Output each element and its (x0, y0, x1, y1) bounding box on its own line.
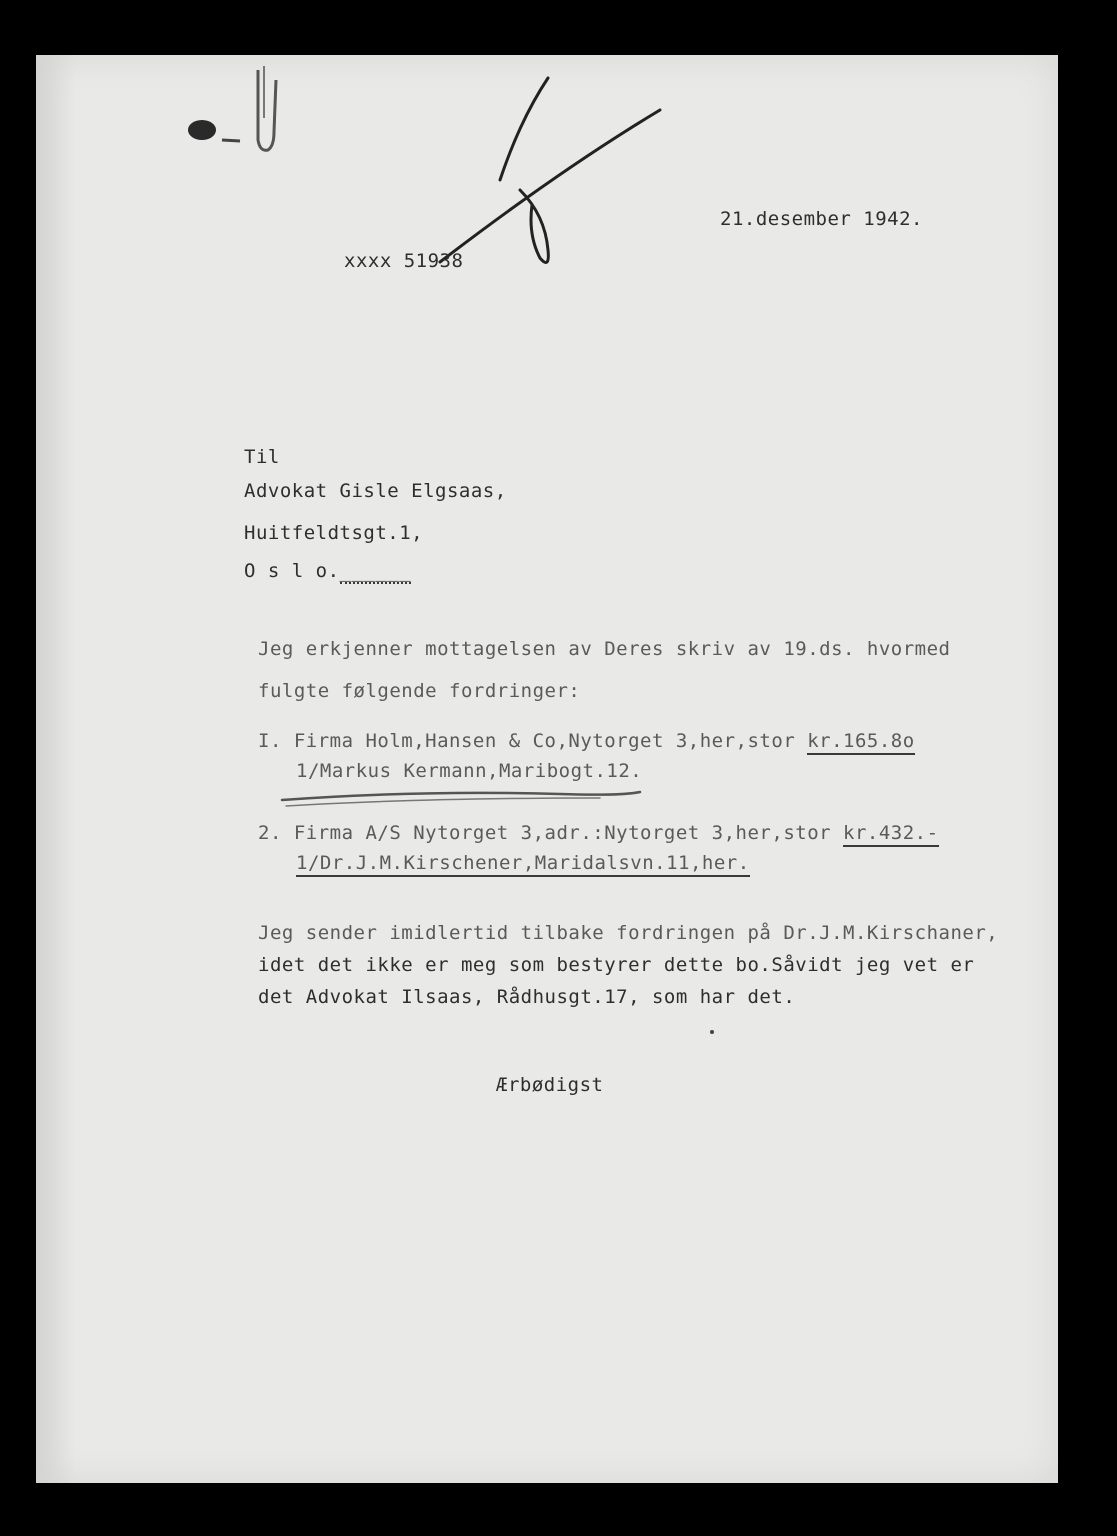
item-2-text: 2. Firma A/S Nytorget 3,adr.:Nytorget 3,her,stor (258, 822, 844, 844)
item-1-amount: kr.165.8o (807, 730, 914, 755)
recipient-street: Huitfeldtsgt.1, (244, 522, 424, 544)
item-1-line-1 (258, 730, 915, 752)
item-2-line-2: 1/Dr.J.M.Kirschener,Maridalsvn.11,her. (296, 852, 750, 877)
recipient-name: Advokat Gisle Elgsaas, (244, 480, 507, 502)
recipient-city-underline: ______ (339, 560, 412, 582)
paragraph-2-line-2: idet det ikke er meg som bestyrer dette bo.Såvidt jeg vet er (258, 954, 975, 976)
recipient-to: Til (244, 446, 280, 468)
item-2-line-1 (258, 822, 939, 844)
paragraph-1-line-1: Jeg erkjenner mottagelsen av Deres skriv av 19.ds. hvormed (258, 638, 951, 660)
item-1-text: I. Firma Holm,Hansen & Co,Nytorget 3,her,stor (258, 730, 808, 752)
letter-date: 21.desember 1942. (720, 208, 923, 230)
item-2-amount: kr.432.- (843, 822, 939, 847)
paragraph-2-line-3: det Advokat Ilsaas, Rådhusgt.17, som har det. (258, 986, 796, 1008)
paragraph-1-line-2: fulgte følgende fordringer: (258, 680, 581, 702)
reference-number: xxxx 51938 (344, 250, 464, 272)
recipient-city-name: O s l o. (244, 560, 340, 582)
closing-salutation: Ærbødigst (496, 1074, 604, 1096)
page-edge-shadow (36, 55, 76, 1483)
paragraph-2-line-1: Jeg sender imidlertid tilbake fordringen på Dr.J.M.Kirschaner, (258, 922, 999, 944)
recipient-city (244, 560, 411, 582)
item-1-line-2: 1/Markus Kermann,Maribogt.12. (296, 760, 643, 782)
